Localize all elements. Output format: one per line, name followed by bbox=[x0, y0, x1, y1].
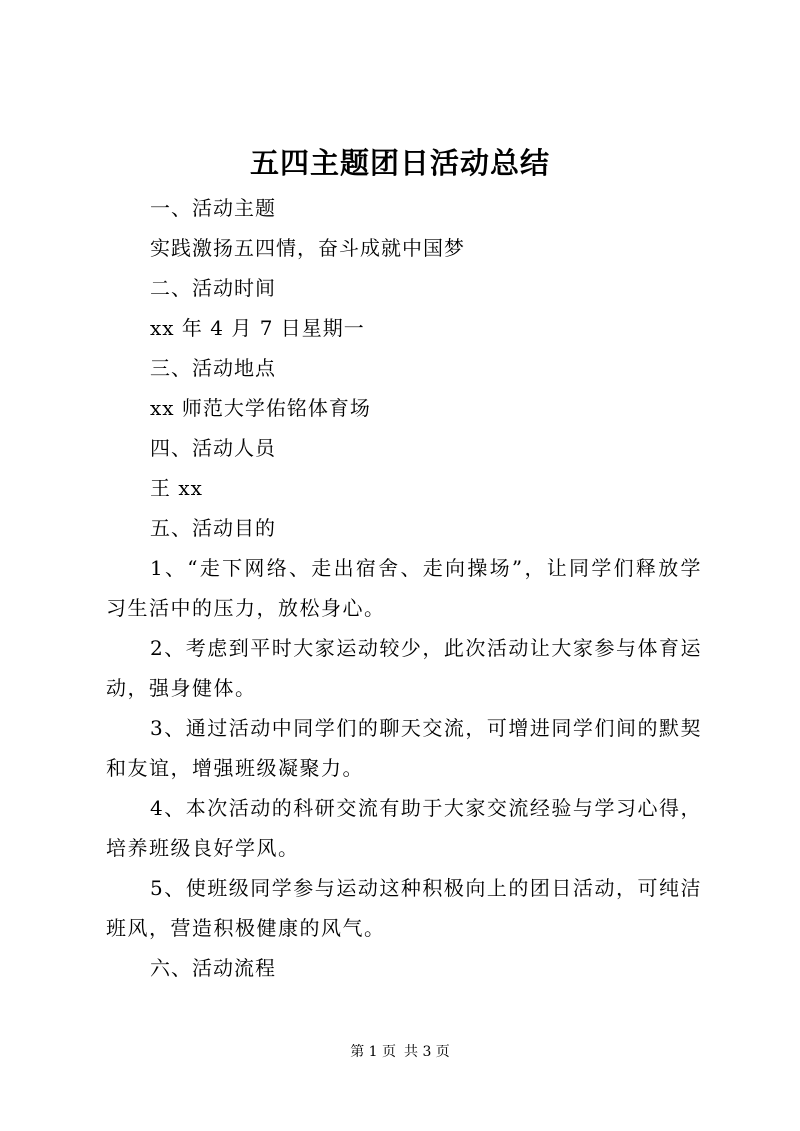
section-heading-location: 三、活动地点 bbox=[150, 356, 276, 380]
purpose-item-4: 4、本次活动的科研交流有助于大家交流经验与学习心得，培养班级良好学风。 bbox=[106, 796, 702, 860]
time-text: xx 年 4 月 7 日星期一 bbox=[150, 316, 365, 340]
location-text: xx 师范大学佑铭体育场 bbox=[150, 396, 371, 420]
page-total: 共 3 页 bbox=[404, 1044, 450, 1060]
purpose-item-3: 3、通过活动中同学们的聊天交流，可增进同学们间的默契和友谊，增强班级凝聚力。 bbox=[106, 716, 702, 780]
people-text: 王 xx bbox=[150, 476, 203, 500]
section-heading-theme: 一、活动主题 bbox=[150, 196, 276, 220]
document-body bbox=[106, 188, 702, 988]
section-heading-process: 六、活动流程 bbox=[150, 956, 276, 980]
section-heading-time: 二、活动时间 bbox=[150, 276, 276, 300]
purpose-item-5: 5、使班级同学参与运动这种积极向上的团日活动，可纯洁班风，营造积极健康的风气。 bbox=[106, 876, 702, 940]
page-footer bbox=[0, 1040, 800, 1064]
section-heading-people: 四、活动人员 bbox=[150, 436, 276, 460]
document-title: 五四主题团日活动总结 bbox=[249, 146, 550, 180]
section-heading-purpose: 五、活动目的 bbox=[150, 516, 276, 540]
page-number: 第 1 页 bbox=[350, 1044, 396, 1060]
theme-text: 实践激扬五四情，奋斗成就中国梦 bbox=[150, 236, 465, 260]
purpose-item-2: 2、考虑到平时大家运动较少，此次活动让大家参与体育运动，强身健体。 bbox=[106, 636, 702, 700]
purpose-item-1: 1、“走下网络、走出宿舍、走向操场”，让同学们释放学习生活中的压力，放松身心。 bbox=[106, 556, 702, 620]
